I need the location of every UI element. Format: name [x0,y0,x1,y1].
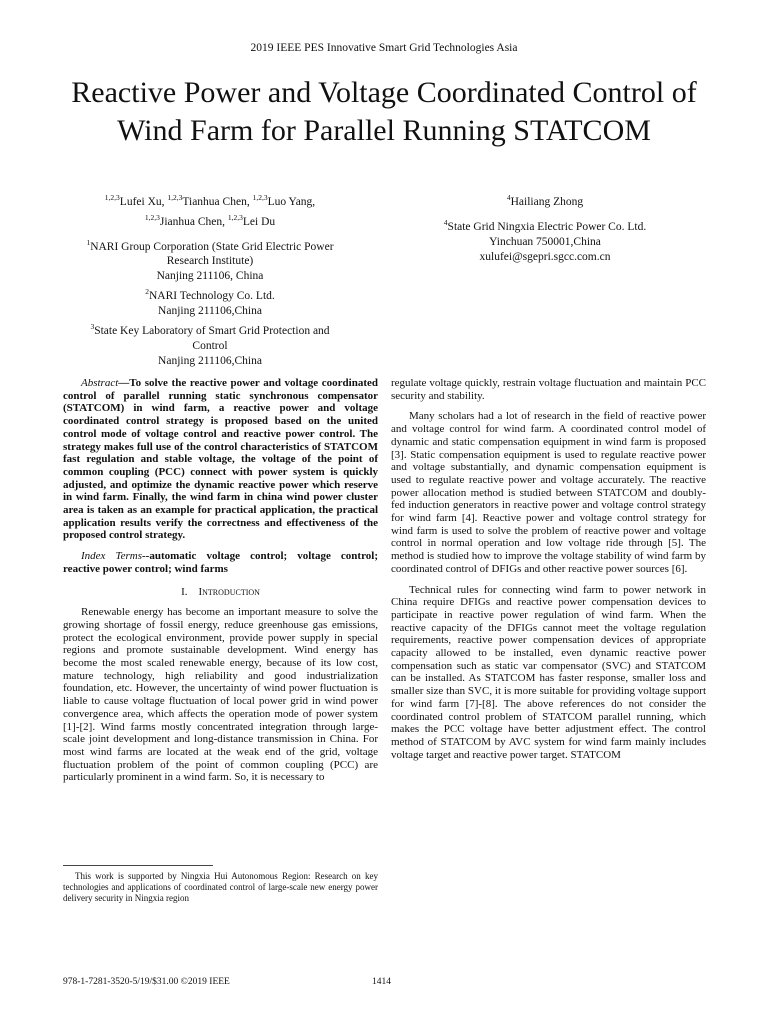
author-names: $^{1,2,3}$Lufei Xu, $^{1,2,3}$Tianhua Chen, $^{1,2,3}$Luo Yang, $^{1,2,3}$Jianhua Chen, $^{1,2,3}$Lei Du [104,193,316,228]
title-line-2: Wind Farm for Parallel Running STATCOM [117,114,651,147]
body-paragraph-3: Technical rules for connecting wind farm to power network in China require DFIGs and reactive power compensation devices to participate in reactive power regulation of wind farm. When the reactive capacity of the DFIGs cannot meet the voltage regulation requirements, reactive power compensation devices of appropriate capacity allowed to be installed, even dynamic reactive power compensation such as static var compensator (SVC) and STATCOM can be installed. As STATCOM has faster response, smaller loss and smaller size than SVC, it is more suitable for providing voltage support for wind farm [7]-[8]. The above references do not consider the coordinated control problem of STATCOM parallel running, which makes the PCC voltage have better adjustment effect. The control method of STATCOM by AVC system for wind farm mainly includes voltage target and reactive power target. STATCOM [391,583,706,761]
footer-isbn: 978-1-7281-3520-5/19/$31.00 ©2019 IEEE [63,977,230,987]
authors-right [395,190,695,265]
paper-title [40,74,728,150]
authors-left [60,190,360,369]
abstract: Abstract—To solve the reactive power and voltage coordinated control of parallel running static synchronous compensator (STATCOM) in wind farm, a reactive power and voltage coordinated control strategy is proposed based on the united control mode of voltage control and reactive power control. The strategy makes full use of the control characteristics of STATCOM fast regulation and stable voltage, the voltage of the point of common coupling (PCC) connect with power system is quickly adjusted, and optimize the dynamic reactive power which reserve in wind farm. Finally, the wind farm in china wind power cluster area is taken as an example for practical application, the practical application results verify the correctness and effectiveness of the proposed control strategy. [63,377,378,542]
right-column [391,377,706,769]
page-number: 1414 [372,977,391,987]
author-name-zhong: $^4$Hailiang Zhong [506,193,584,208]
section-heading-introduction: I. Introduction [181,585,260,598]
author-email: xulufei@sgepri.sgcc.com.cn [479,250,611,263]
left-column [63,377,378,792]
body-paragraph-2: Many scholars had a lot of research in the field of reactive power and voltage control for wind farm. A coordinated control model of dynamic and static compensation equipment in wind farm is proposed [3]. Static compensation equipment is used to regulate reactive power and voltage substantially, and dynamic compensation equipment is used to regulate reactive power and voltage accurately. The reactive power allocation method is studied between STATCOM and doubly-fed induction generators in reactive power and voltage control strategy for wind farm [4]. Reactive power and voltage control strategy for wind farm is used to solve the problem of reactive power and voltage control in normal operation and low voltage ride through [5]. The method is studied how to improve the voltage stability of wind farm by coordinated control of DFIGs and other reactive power sources [6]. [391,410,706,575]
affiliation-4: $^4$State Grid Ningxia Electric Power Co. Ltd. Yinchuan 750001,China xulufei@sgepri.sgcc.com.cn [395,215,695,265]
title-line-1: Reactive Power and Voltage Coordinated Control of [71,76,697,109]
body-paragraph-1: regulate voltage quickly, restrain voltage fluctuation and maintain PCC security and stability. [391,377,706,402]
affiliation-3: $^3$State Key Laboratory of Smart Grid Protection and Control Nanjing 211106,China [90,322,330,368]
affiliation-2: $^2$NARI Technology Co. Ltd. Nanjing 211106,China [145,287,275,318]
footnote-rule [63,865,213,866]
funding-footnote: This work is supported by Ningxia Hui Autonomous Region: Research on key technologies and applications of coordinated control of large-scale new energy power delivery security in Ningxia region [63,871,378,903]
affiliation-1: $^1$NARI Group Corporation (State Grid Electric Power Research Institute) Nanjing 211106, China [86,237,334,283]
intro-paragraph: Renewable energy has become an important measure to solve the growing shortage of fossil energy, reduce greenhouse gas emissions, protect the ecological environment, provide power supply in special regions and promote sustainable development. Wind energy has become the most scaled renewable energy, because of its low cost, mature technology, high reliability and good industrialization foundation, etc. However, the uncertainty of wind power fluctuation is liable to cause voltage fluctuation of local power grid in wind power convergence area, which affects the operation mode of power system [1]-[2]. Wind farms mostly concentrated integration through large-scale joint development and long-distance transmission in China. For most wind farms are located at the weak end of the grid, voltage fluctuation problem of the point of common coupling (PCC) are particularly prominent in a wind farm. So, it is necessary to [63,606,378,784]
conference-header: 2019 IEEE PES Innovative Smart Grid Technologies Asia [250,42,518,54]
index-terms: Index Terms--automatic voltage control; voltage control; reactive power control; wind farms [63,550,378,575]
